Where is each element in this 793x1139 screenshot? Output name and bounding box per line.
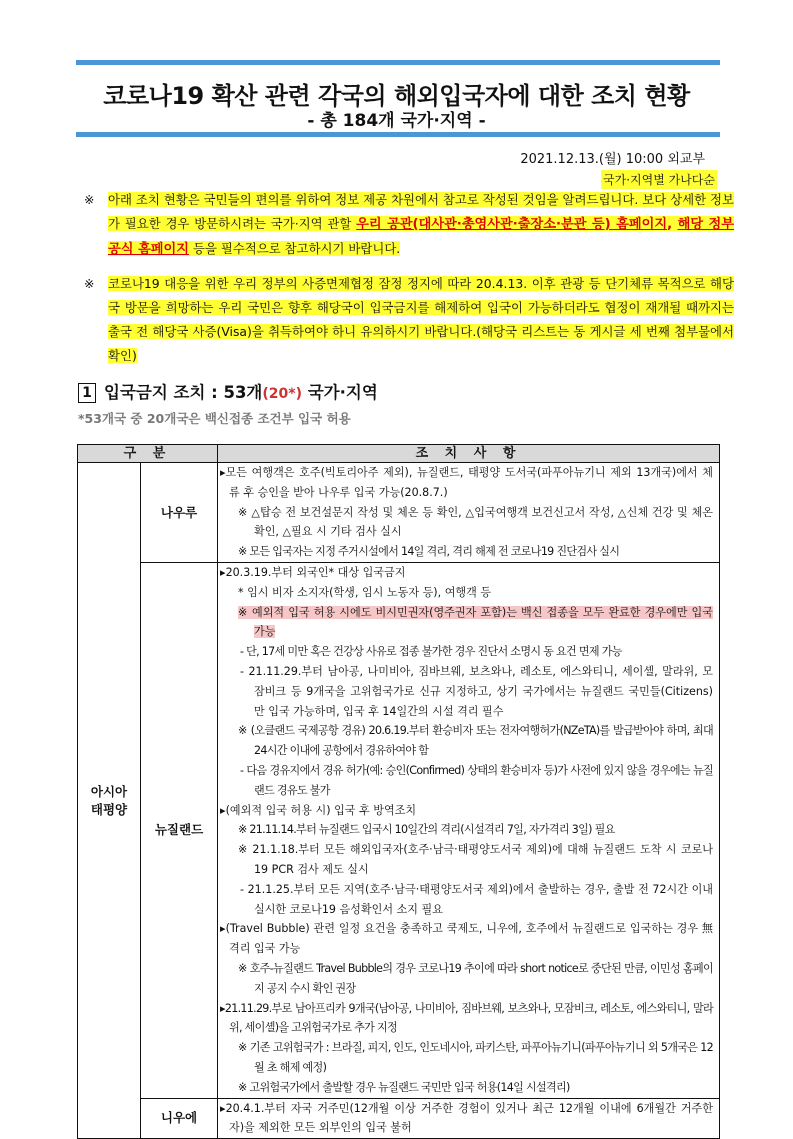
- column-header-measures: 조 치 사 항: [218, 445, 720, 463]
- region-cell: 아시아 태평양: [78, 463, 141, 1139]
- notice-mark: ※: [84, 276, 95, 291]
- section-note: *53개국 중 20개국은 백신접종 조건부 입국 허용: [78, 411, 351, 426]
- section-number: 1: [78, 383, 96, 403]
- notice-2: [84, 272, 734, 368]
- country-cell: 니우에: [141, 1098, 218, 1139]
- table-row: [78, 463, 720, 563]
- page-title: 코로나19 확산 관련 각국의 해외입국자에 대한 조치 현황: [103, 82, 690, 110]
- issue-date: 2021.12.13.(월) 10:00 외교부: [520, 152, 705, 167]
- notice-mark: ※: [84, 192, 95, 207]
- country-cell: 나우루: [141, 463, 218, 563]
- section-sub-count: (20*): [262, 386, 302, 402]
- measures-cell: ▸20.3.19.부터 외국인* 대상 입국금지 * 임시 비자 소지자(학생, 임시 노동자 등), 여행객 등 ※ 예외적 입국 허용 시에도 비시민권자(영주권자 포함)는 백신 접종을 모두 완료한 경우에만 입국 가능 - 단, 17세 미만 혹은 건강상 사유로 접종 불가한 경우 진단서 소명시 동 요건 면제 가능 - 21.11.29.부터 남아공, 나미비아, 짐바브웨, 보츠와나, 레소토, 에스와티니, 세이셸, 말라위, 모잠비크 등 9개국을 고위험국가로 신규 지정하고, 상기 국가에서는 뉴질랜드 국민들(Citizens)만 입국 가능하며, 입국 후 14일간의 시설 격리 필수 ※ (오클랜드 국제공항 경유) 20.6.19.부터 환승비자 또는 전자여행허가(NZeTA)를 발급받아야 하며, 최대 24시간 이내에 공항에서 경유하여야 함 - 다음 경유지에서 경유 허가(예: 승인(Confirmed) 상태의 환승비자 등)가 사전에 있지 않을 경우에는 뉴질랜드 경유도 불가 ▸(예외적 입국 허용 시) 입국 후 방역조치 ※ 21.11.14.부터 뉴질랜드 입국시 10일간의 격리(시설격리 7일, 자가격리 3일) 필요 ※ 21.1.18.부터 모든 해외입국자(호주·남극·태평양도서국 제외)에 대해 뉴질랜드 도착 시 코로나19 PCR 검사 제도 실시 - 21.1.25.부터 모든 지역(호주·남극·태평양도서국 제외)에서 출발하는 경우, 출발 전 72시간 이내 실시한 코로나19 음성확인서 소지 필요 ▸(Travel Bubble) 관련 일정 요건을 충족하고 쿡제도, 니우에, 호주에서 뉴질랜드로 입국하는 경우 無격리 입국 가능 ※ 호주-뉴질랜드 Travel Bubble의 경우 코로나19 추이에 따라 short notice로 중단된 만큼, 이민성 홈페이지 공지 수시 확인 권장 ▸21.11.29.부로 남아프리카 9개국(남아공, 나미비아, 짐바브웨, 보츠와나, 모잠비크, 레소토, 에스와티니, 말라위, 세이셸)을 고위험국가로 추가 지정 ※ 기존 고위험국가 : 브라질, 피지, 인도, 인도네시아, 파키스탄, 파푸아뉴기니(파푸아뉴기니 외 5개국은 12월 초 해제 예정) ※ 고위험국가에서 출발할 경우 뉴질랜드 국민만 입국 허용(14일 시설격리): [218, 562, 720, 1098]
- embassy-homepage-link[interactable]: 우리 공관(대사관·총영사관·출장소·분관 등) 홈페이지: [356, 217, 668, 232]
- section-suffix: 국가·지역: [301, 383, 378, 402]
- section-heading: [78, 379, 378, 403]
- page-subtitle: - 총 184개 국가·지역 -: [307, 111, 486, 131]
- title-rule: [76, 132, 720, 137]
- measures-cell: ▸모든 여행객은 호주(빅토리아주 제외), 뉴질랜드, 태평양 도서국(파푸아뉴기니 제외 13개국)에서 체류 후 승인을 받아 나우루 입국 가능(20.8.7.) ※ △탑승 전 보건설문지 작성 및 체온 등 확인, △입국여행객 보건신고서 작성, △신체 건강 및 체온 확인, △필요 시 기타 검사 실시 ※ 모든 입국자는 지정 주거시설에서 14일 격리, 격리 해제 전 코로나19 진단검사 실시: [218, 463, 720, 563]
- order-note: 국가·지역별 가나다순: [601, 170, 717, 189]
- table-row: [78, 562, 720, 1098]
- notice-2-text: 코로나19 대응을 위한 우리 정부의 사증면제협정 잠정 정지에 따라 20.4.13. 이후 관광 등 단기체류 목적으로 해당국 방문을 희망하는 우리 국민은 향후 해당국이 입국금지를 해제하여 입국이 가능하더라도 협정이 재개될 때까지는 출국 전 해당국 사증(Visa)을 취득하여야 하니 유의하시기 바랍니다.(해당국 리스트는 동 게시글 세 번째 첨부물에서 확인): [108, 276, 734, 363]
- notice-1-text-b: 등을 필수적으로 참고하시기 바랍니다.: [189, 241, 401, 256]
- top-rule: [76, 60, 720, 65]
- vaccination-requirement-highlight: ※ 예외적 입국 허용 시에도 비시민권자(영주권자 포함)는 백신 접종을 모두 완료한 경우에만 입국 가능: [238, 605, 713, 639]
- section-title: 입국금지 조치 : 53개: [104, 383, 263, 402]
- measures-table: [77, 444, 720, 1139]
- country-cell: 뉴질랜드: [141, 562, 218, 1098]
- notice-1: ※ 아래 조치 현황은 국민들의 편의를 위하여 정보 제공 차원에서 참고로 작성된 것임을 알려드립니다. 보다 상세한 정보가 필요한 경우 방문하시려는 국가·지역 관할 우리 공관(대사관·총영사관·출장소·분관 등) 홈페이지, 해당 정부 공식 홈페이지 등을 필수적으로 참고하시기 바랍니다.: [84, 188, 734, 262]
- column-header-category: 구 분: [78, 445, 218, 463]
- notice-1-text-a: 아래 조치 현황은 국민들의 편의를 위하여 정보 제공 차원에서 참고로 작성된 것임을 알려드립니다. 보다 상세한 정보가 필요한 경우 방문하시려는 국가·지역 관할: [108, 192, 734, 231]
- table-row: [78, 1098, 720, 1139]
- table-header-row: [78, 445, 720, 463]
- government-homepage-link[interactable]: 해당 정부 공식 홈페이지: [108, 217, 734, 257]
- measures-cell: ▸20.4.1.부터 자국 거주민(12개월 이상 거주한 경험이 있거나 최근 12개월 이내에 6개월간 거주한 자)을 제외한 모든 외부인의 입국 불허: [218, 1098, 720, 1139]
